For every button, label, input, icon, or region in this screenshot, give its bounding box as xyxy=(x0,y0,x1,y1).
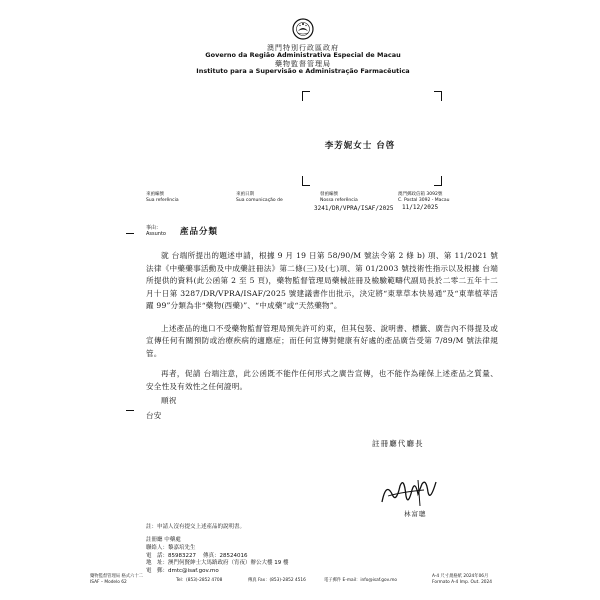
government-chinese: 澳門特別行政區政府 xyxy=(267,44,339,52)
our-reference-label: 發函編號 Nossa referência xyxy=(320,192,358,203)
contact-phone-row: 電 話：85983227 傳真：28524016 xyxy=(146,552,248,559)
signatory-name: 林富聰 xyxy=(404,510,427,518)
bureau-portuguese: Instituto para a Supervisão e Administração Farmacêutica xyxy=(196,66,410,75)
recipient-name: 李芳妮女士 台啓 xyxy=(324,141,396,151)
letter-date: 11/12/2025 xyxy=(402,204,439,211)
letter-body xyxy=(146,250,498,422)
fold-mark xyxy=(126,233,134,234)
footer-form-code: 藥物監督管理局 格式六十二 ISAF – Modelo 62 xyxy=(90,574,143,585)
window-mark xyxy=(302,91,310,92)
fold-mark xyxy=(126,410,134,411)
paragraph-3: 再者，促請 台端注意，此公函既不能作任何形式之廣告宣傳，也不能作為確保上述產品之質量、安全性及有效性之任何證明。 xyxy=(146,369,498,391)
footer-paper-format: A-4 尺寸規格紙 2024年06月 Formato A-4 Imp. Out. 2024 xyxy=(432,574,493,585)
signatory-title: 註冊廳代廳長 xyxy=(372,439,424,448)
paragraph-2: 上述產品的進口不受藥物監督管理局預先許可約束，但其包裝、說明書、標籤、廣告內不得提及或宣傳任何有關預防或治療疾病的適應症；而任何宣傳對健康有好處的產品廣告受第 7/89/M 號法律規管。 xyxy=(146,323,498,358)
letterhead xyxy=(88,44,518,75)
footer-email: 電子郵件 E-mail：info@isaf.gov.mo xyxy=(324,578,398,583)
subject-label: 事由： Assunto xyxy=(146,225,166,237)
window-mark xyxy=(441,91,442,101)
contact-address-row: 地 址：澳門何賢紳士大馬路政府（宵夜）辦公大樓 19 樓 xyxy=(146,560,289,567)
contact-department: 註冊廳 中藥處 xyxy=(146,537,181,543)
macau-emblem-icon xyxy=(292,18,314,40)
applicant-note: 註：申請人沒有提交上述產品的說明書。 xyxy=(146,524,246,530)
your-reference-label: 來函編號 Sua referência xyxy=(146,192,179,203)
contact-block xyxy=(146,537,289,576)
bureau-chinese: 藥物監督管理局 xyxy=(275,59,331,68)
footer-phone: Tel：(853)-2852 4708 xyxy=(176,578,223,583)
contact-email-row: 電 郵：dmtc@isaf.gov.mo xyxy=(146,568,219,575)
subject-title: 產品分類 xyxy=(180,227,219,237)
paragraph-1: 就 台端所提出的題述申請，根據 9 月 19 日第 58/90/M 號法令第 2 條 b) 項、第 11/2021 號法律《中藥藥事活動及中成藥註冊法》第二條(三)及(七)項、第 01/2003 號技術性指示以及根據 台端所提供的資料(此公函第 2 至 5 頁)，藥物監督管理局藥械註冊及檢驗範疇代副局長於二零二五年十二月十日第 3287/DR/VPRA/ISAF/2025 號建議書作出批示，決定將“東華草本快易通”及“東華植萃活躍 99”分類為非“藥物(西藥)”、“中成藥”或“天然藥物”。 xyxy=(146,251,498,310)
your-communication-label: 來函日期 Sua comunicação de xyxy=(236,192,283,203)
our-reference-number: 3241/DR/VPRA/ISAF/2025 xyxy=(314,205,394,212)
closing-salutation: 台安 xyxy=(146,410,162,420)
window-mark xyxy=(434,185,442,186)
contact-person-row: 聯絡人：黎嘉培先生 xyxy=(146,544,196,551)
government-portuguese: Governo da Região Administrativa Especial de Macau xyxy=(205,51,401,60)
postal-box-label: 澳門郵政信箱 3092號 C. Postal 3092 - Macau xyxy=(398,192,450,203)
window-mark xyxy=(434,91,442,92)
window-mark xyxy=(302,91,303,101)
handwritten-signature xyxy=(378,472,442,512)
window-mark xyxy=(302,185,310,186)
footer-fax: 傳真 Fax：(853)-2852 4516 xyxy=(248,578,306,583)
letter-page xyxy=(88,18,518,592)
closing-regards: 順祝 xyxy=(161,396,177,405)
